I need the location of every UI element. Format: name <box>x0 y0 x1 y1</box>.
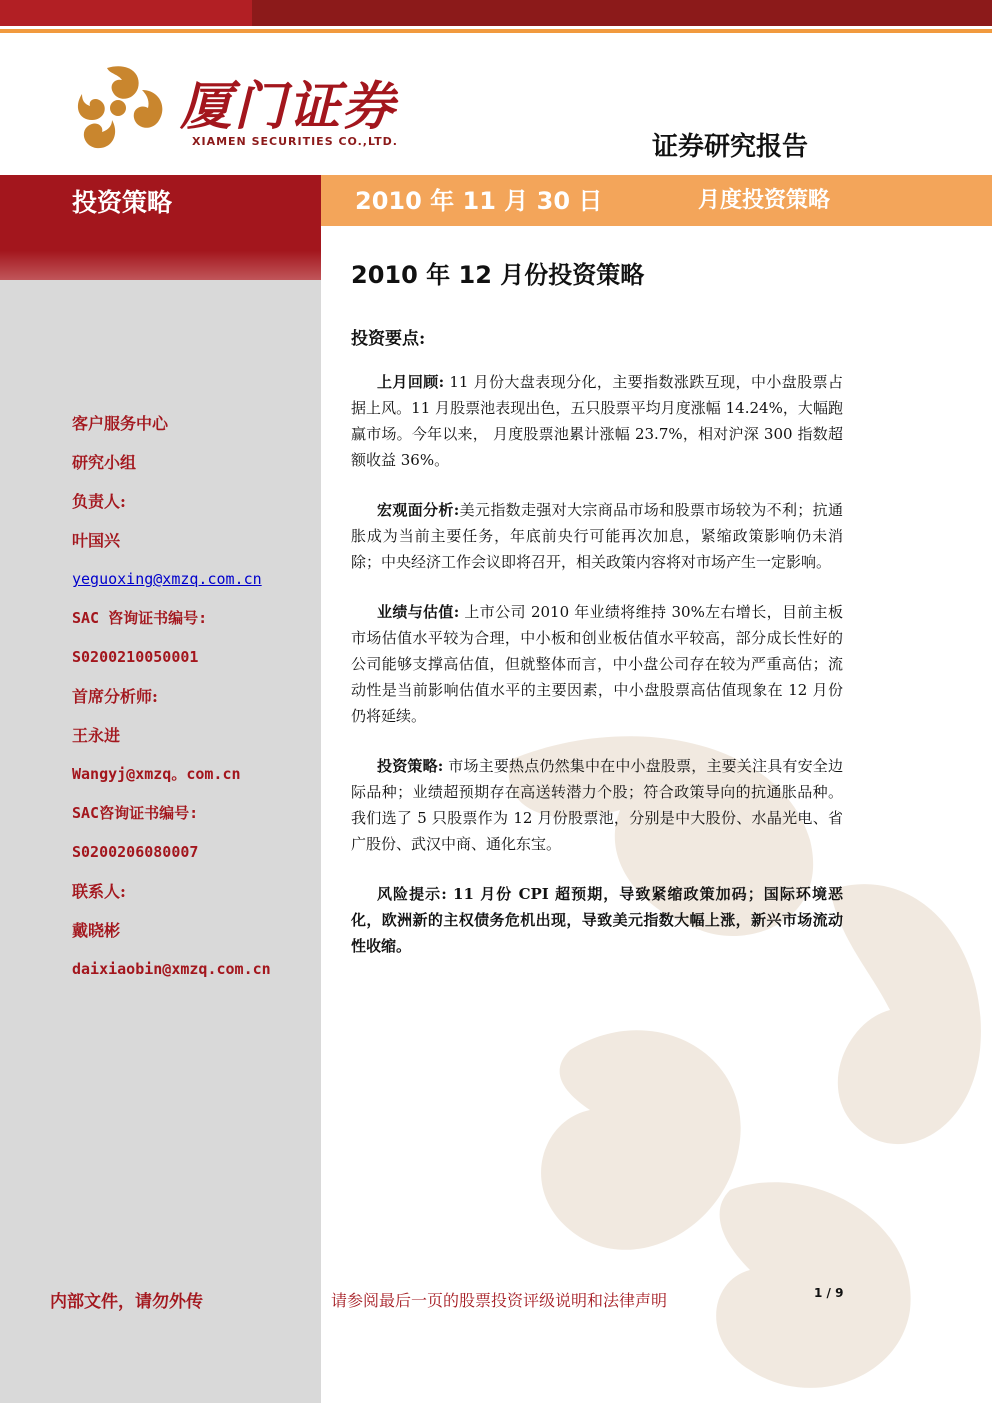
customer-service-heading: 客户服务中心 <box>72 414 169 433</box>
contact-sidebar <box>72 404 312 989</box>
lead-sac-label: SAC 咨询证书编号: <box>72 609 208 627</box>
footer-disclaimer: 请参阅最后一页的股票投资评级说明和法律声明 <box>331 1291 668 1310</box>
main-content <box>351 255 843 983</box>
key-points-heading: 投资要点: <box>351 329 426 349</box>
lead-email-link[interactable]: yeguoxing@xmzq.com.cn <box>72 570 262 588</box>
paragraph-label: 投资策略: <box>377 757 444 775</box>
paragraph-label: 上月回顾: <box>377 373 445 391</box>
paragraph-risk <box>351 881 843 959</box>
paragraph-label: 风险提示: <box>377 885 447 903</box>
paragraph-label: 宏观面分析: <box>377 501 460 519</box>
lead-name: 叶国兴 <box>72 531 121 550</box>
report-date: 2010 年 11 月 30 日 <box>355 187 603 215</box>
report-type: 证券研究报告 <box>652 132 809 162</box>
top-bar <box>0 0 992 26</box>
footer-internal-notice: 内部文件，请勿外传 <box>50 1292 203 1312</box>
paragraph-text: 美元指数走强对大宗商品市场和股票市场较为不利；抗通胀成为当前主要任务，年底前央行可能再次加息，紧缩政策影响仍未消除；中央经济工作会议即将召开，相关政策内容将对市场产生一定影响。 <box>351 501 843 571</box>
chief-analyst-email: Wangyj@xmzq。com.cn <box>72 765 241 783</box>
contact-email: daixiaobin@xmzq.com.cn <box>72 960 271 978</box>
document-title: 2010 年 12 月份投资策略 <box>351 261 645 289</box>
paragraph-text: 市场主要热点仍然集中在中小盘股票，主要关注具有安全边际品种；业绩超预期存在高送转潜力个股；符合政策导向的抗通胀品种。我们选了 5 只股票作为 12 月份股票池，分别是中大股份、水晶光电、省广股份、武汉中商、通化东宝。 <box>351 757 843 853</box>
report-category: 月度投资策略 <box>698 188 831 213</box>
lead-sac-number: S0200210050001 <box>72 648 199 666</box>
chief-analyst-sac-number: S0200206080007 <box>72 843 199 861</box>
paragraph-valuation <box>351 599 843 729</box>
paragraph-text: 11 月份 CPI 超预期，导致紧缩政策加码；国际环境恶化，欧洲新的主权债务危机出现，导致美元指数大幅上涨，新兴市场流动性收缩。 <box>351 885 844 955</box>
chief-analyst-label: 首席分析师: <box>72 687 158 706</box>
paragraph-text: 11 月份大盘表现分化，主要指数涨跌互现，中小盘股票占据上风。11 月股票池表现出色，五只股票平均月度涨幅 14.24%，大幅跑赢市场。今年以来， 月度股票池累计涨幅 23.7%，相对沪深 300 指数超额收益 36%。 <box>351 373 843 469</box>
top-bar-segment <box>0 0 252 26</box>
contact-label: 联系人: <box>72 882 126 901</box>
chief-analyst-sac-label: SAC咨询证书编号: <box>72 804 199 822</box>
paragraph-macro <box>351 497 843 575</box>
logo-chinese-name: 厦门证券 <box>180 76 397 137</box>
contact-name: 戴晓彬 <box>72 921 121 940</box>
logo-english-name: XIAMEN SECURITIES CO.,LTD. <box>192 135 398 148</box>
paragraph-text: 上市公司 2010 年业绩将维持 30%左右增长，目前主板市场估值水平较为合理，中小板和创业板估值水平较高，部分成长性好的公司能够支撑高估值，但就整体而言，中小盘公司存在较为严重高估；流动性是当前影响估值水平的主要因素，中小盘股票高估值现象在 12 月份仍将延续。 <box>351 603 843 725</box>
chief-analyst-name: 王永进 <box>72 726 121 745</box>
research-group-heading: 研究小组 <box>72 453 137 472</box>
section-title: 投资策略 <box>72 188 173 217</box>
paragraph-strategy <box>351 753 843 857</box>
page-number: 1 / 9 <box>814 1286 844 1300</box>
lead-label: 负责人: <box>72 492 126 511</box>
paragraph-review <box>351 369 843 473</box>
paragraph-label: 业绩与估值: <box>377 603 460 621</box>
top-accent-line <box>0 29 992 33</box>
